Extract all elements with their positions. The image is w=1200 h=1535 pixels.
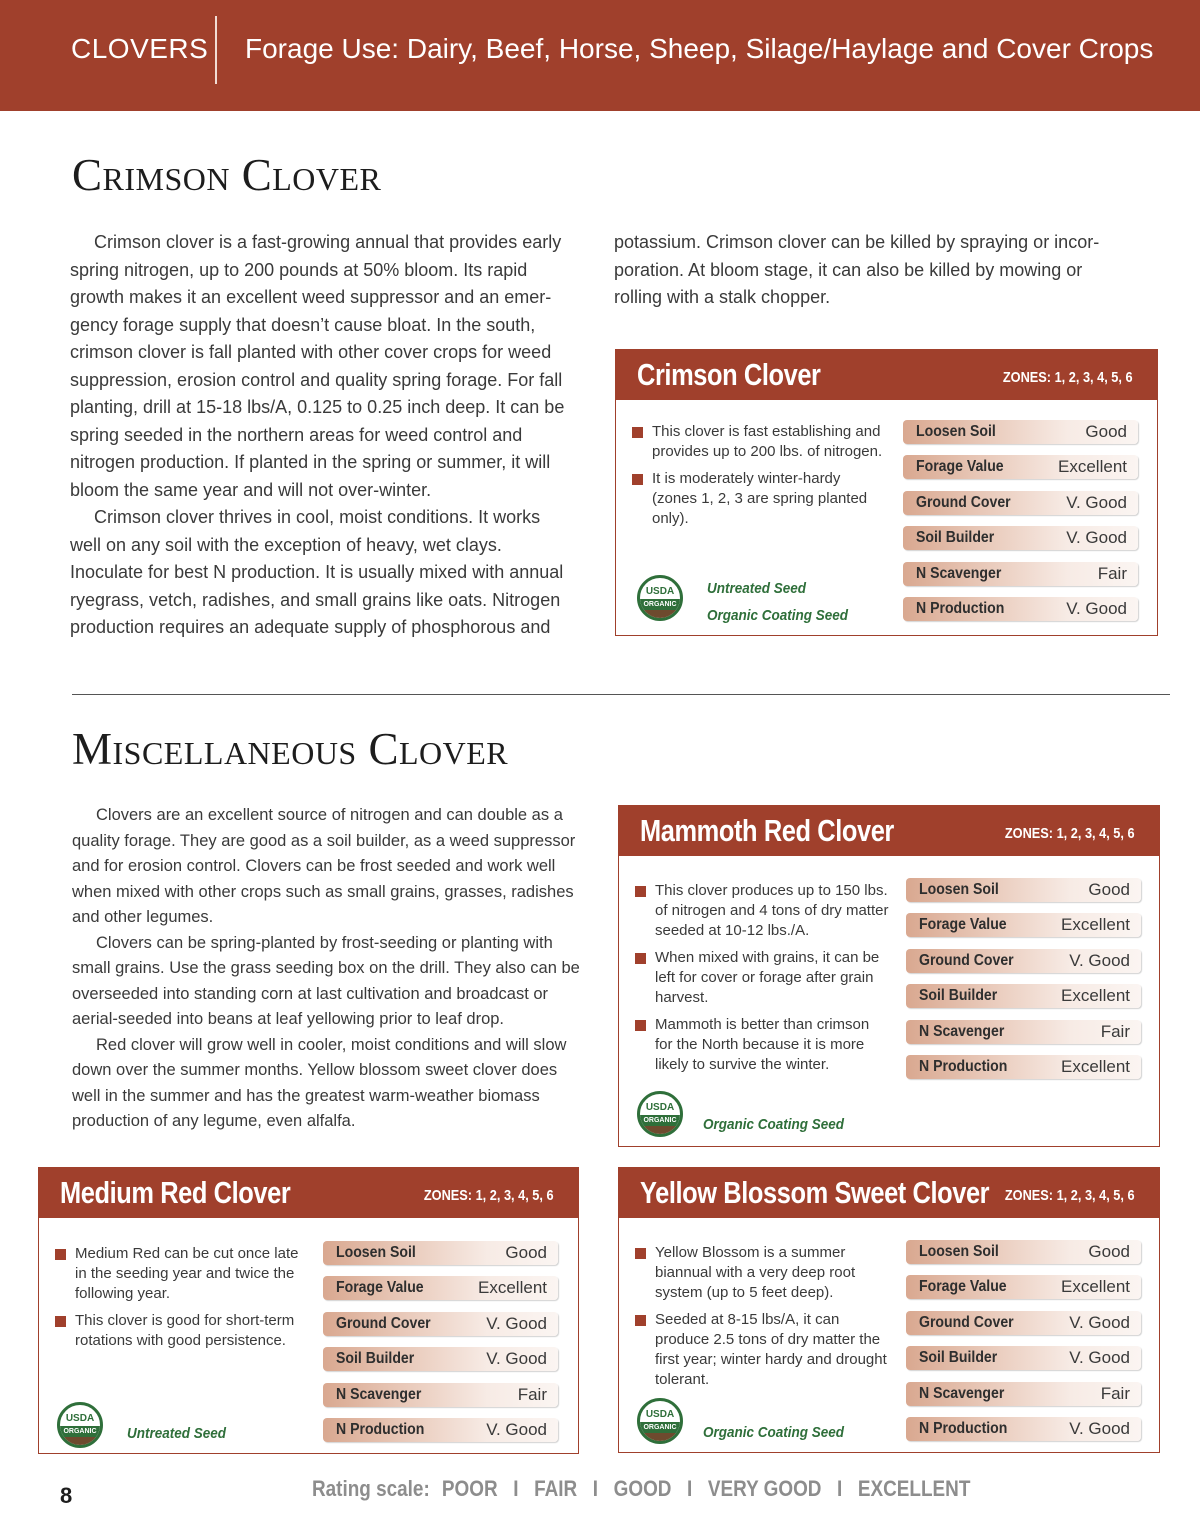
crimson-section-title: Crimson Clover xyxy=(72,150,382,200)
seed-type-untreated: Untreated Seed xyxy=(127,1425,227,1442)
bullet-square-icon xyxy=(632,474,643,485)
bullet-square-icon xyxy=(635,886,646,897)
medium-red-clover-card xyxy=(38,1167,579,1454)
card-zones: ZONES: 1, 2, 3, 4, 5, 6 xyxy=(1003,369,1133,386)
crimson-paragraph: Crimson clover is a fast-growing annual that provides early spring nitrogen, up to 200 pounds at 50% bloom. Its rapid growth makes it an excellent weed suppressor and an emer-gency forage supply that doesn’t cause bloat. In the south, crimson clover is fall planted with other cover crops for weed suppression, erosion control and quality spring forage. For fall planting, drill at 15-18 lbs/A, 0.125 to 0.25 inch deep. It can be spring seeded in the northern areas for weed control and nitrogen production. If planted in the spring or summer, it will bloom the same year and will not over-winter. xyxy=(70,232,565,500)
scale-separator: I xyxy=(837,1476,843,1501)
scale-separator: I xyxy=(592,1476,599,1501)
crimson-body-col2 xyxy=(614,229,1134,312)
rating-row: Ground Cover V. Good xyxy=(903,491,1138,515)
scale-level: EXCELLENT xyxy=(857,1476,971,1501)
scale-level: POOR xyxy=(441,1476,498,1501)
card-bullets xyxy=(635,881,890,1082)
card-zones: ZONES: 1, 2, 3, 4, 5, 6 xyxy=(1005,1187,1135,1204)
bullet-item: Mammoth is better than crimson for the North because it is more likely to survive the winter. xyxy=(635,1015,890,1075)
mammoth-red-clover-card xyxy=(618,805,1160,1147)
rating-row: Forage Value Excellent xyxy=(323,1276,558,1300)
rating-row: Loosen Soil Good xyxy=(906,878,1141,902)
card-bullets xyxy=(635,1243,890,1397)
bullet-item: It is moderately winter-hardy (zones 1, 2, 3 are spring planted only). xyxy=(632,469,887,529)
section-divider xyxy=(72,694,1170,695)
rating-row: N Scavenger Fair xyxy=(906,1020,1141,1044)
rating-scale xyxy=(312,1476,970,1502)
bullet-square-icon xyxy=(55,1316,66,1327)
misc-body xyxy=(72,803,582,1135)
bullet-item: When mixed with grains, it can be left for cover or forage after grain harvest. xyxy=(635,948,890,1008)
rating-row: N Production V. Good xyxy=(903,597,1138,621)
seed-type-organic-coating: Organic Coating Seed xyxy=(703,1116,845,1133)
card-header xyxy=(39,1168,578,1218)
rating-row: N Production V. Good xyxy=(323,1418,558,1442)
card-header xyxy=(616,350,1157,400)
crimson-body-col1 xyxy=(70,229,575,642)
scale-level: FAIR xyxy=(534,1476,578,1501)
forage-use-label: Forage Use: Dairy, Beef, Horse, Sheep, Silage/Haylage and Cover Crops xyxy=(245,33,1154,64)
rating-row: N Production V. Good xyxy=(906,1417,1141,1441)
header-divider xyxy=(215,16,217,84)
card-header xyxy=(619,806,1159,856)
seed-type-organic-coating: Organic Coating Seed xyxy=(703,1424,845,1441)
rating-row: N Production Excellent xyxy=(906,1055,1141,1079)
card-title: Mammoth Red Clover xyxy=(640,813,894,848)
rating-list xyxy=(906,878,1141,1090)
bullet-item: This clover produces up to 150 lbs. of nitrogen and 4 tons of dry matter seeded at 10-12 lbs./A. xyxy=(635,881,890,941)
rating-row: N Scavenger Fair xyxy=(323,1383,558,1407)
category-label: CLOVERS xyxy=(71,33,209,64)
misc-section-title: Miscellaneous Clover xyxy=(72,724,509,774)
usda-organic-seal-icon: USDA ORGANIC xyxy=(637,1091,683,1137)
scale-level: VERY GOOD xyxy=(707,1476,822,1501)
rating-row: Soil Builder V. Good xyxy=(903,526,1138,550)
bullet-item: This clover is fast establishing and provides up to 200 lbs. of nitrogen. xyxy=(632,422,887,462)
bullet-square-icon xyxy=(55,1249,66,1260)
card-zones: ZONES: 1, 2, 3, 4, 5, 6 xyxy=(1005,825,1135,842)
crimson-paragraph: Crimson clover thrives in cool, moist conditions. It works well on any soil with the exception of heavy, wet clays. Inoculate for best N production. It is usually mixed with annual ryegrass, vetch, radishes, and small grains like oats. Nitrogen production requires an adequate supply of phosphorous and xyxy=(70,507,564,637)
bullet-item: This clover is good for short-term rotations with good persistence. xyxy=(55,1311,310,1351)
scale-separator: I xyxy=(513,1476,519,1501)
rating-row: Loosen Soil Good xyxy=(906,1240,1141,1264)
scale-separator: I xyxy=(687,1476,693,1501)
misc-paragraph: Red clover will grow well in cooler, moist conditions and will slow down over the summer months. Yellow blossom sweet clover does well in the summer and has the greatest warm-weather biomass production of any legume, even alfalfa. xyxy=(72,1035,567,1130)
card-zones: ZONES: 1, 2, 3, 4, 5, 6 xyxy=(424,1187,554,1204)
bullet-square-icon xyxy=(635,953,646,964)
rating-row: Ground Cover V. Good xyxy=(323,1312,558,1336)
rating-row: Forage Value Excellent xyxy=(906,1275,1141,1299)
card-title: Crimson Clover xyxy=(637,357,821,392)
rating-row: Ground Cover V. Good xyxy=(906,949,1141,973)
page-header-bar xyxy=(0,0,1200,111)
misc-paragraph: Clovers are an excellent source of nitrogen and can double as a quality forage. They are good as a soil builder, as a weed suppressor and for erosion control. Clovers can be frost seeded and work well when mixed with other crops such as small grains, grasses, radishes and other legumes. xyxy=(72,806,576,926)
card-title: Medium Red Clover xyxy=(60,1175,291,1210)
usda-organic-seal-icon: USDA ORGANIC xyxy=(637,575,683,621)
crimson-clover-card xyxy=(615,349,1158,636)
usda-organic-seal-icon: USDA ORGANIC xyxy=(637,1398,683,1444)
card-title: Yellow Blossom Sweet Clover xyxy=(640,1175,990,1210)
rating-list xyxy=(906,1240,1141,1452)
rating-row: Soil Builder V. Good xyxy=(323,1347,558,1371)
rating-row: Soil Builder Excellent xyxy=(906,984,1141,1008)
scale-level: GOOD xyxy=(613,1476,672,1501)
card-bullets xyxy=(632,422,887,536)
bullet-item: Seeded at 8-15 lbs/A, it can produce 2.5 tons of dry matter the first year; winter hardy and drought tolerant. xyxy=(635,1310,890,1390)
bullet-item: Medium Red can be cut once late in the seeding year and twice the following year. xyxy=(55,1244,310,1304)
rating-row: Soil Builder V. Good xyxy=(906,1346,1141,1370)
bullet-item: Yellow Blossom is a summer biannual with a very deep root system (up to 5 feet deep). xyxy=(635,1243,890,1303)
misc-paragraph: Clovers can be spring-planted by frost-seeding or planting with small grains. Use the grass seeding box on the drill. They also can be overseeded into standing corn at last cultivation and broadcast or aerial-seeded into beans at leaf yellowing prior to leaf drop. xyxy=(72,933,580,1028)
rating-row: Loosen Soil Good xyxy=(323,1241,558,1265)
seed-type-untreated: Untreated Seed xyxy=(707,580,807,597)
usda-organic-seal-icon: USDA ORGANIC xyxy=(57,1402,103,1448)
page-number: 8 xyxy=(60,1483,73,1508)
bullet-square-icon xyxy=(635,1020,646,1031)
rating-row: Forage Value Excellent xyxy=(906,913,1141,937)
card-header xyxy=(619,1168,1159,1218)
bullet-square-icon xyxy=(632,427,643,438)
rating-row: Forage Value Excellent xyxy=(903,455,1138,479)
rating-row: N Scavenger Fair xyxy=(903,562,1138,586)
crimson-paragraph: potassium. Crimson clover can be killed by spraying or incor-poration. At bloom stage, it can also be killed by mowing or rolling with a stalk chopper. xyxy=(614,232,1100,307)
card-bullets xyxy=(55,1244,310,1358)
seed-type-organic-coating: Organic Coating Seed xyxy=(707,607,849,624)
rating-row: Loosen Soil Good xyxy=(903,420,1138,444)
rating-scale-label: Rating scale: xyxy=(312,1476,430,1501)
rating-row: Ground Cover V. Good xyxy=(906,1311,1141,1335)
rating-list xyxy=(323,1241,558,1453)
rating-row: N Scavenger Fair xyxy=(906,1382,1141,1406)
bullet-square-icon xyxy=(635,1248,646,1259)
yellow-blossom-sweet-clover-card xyxy=(618,1167,1160,1453)
bullet-square-icon xyxy=(635,1315,646,1326)
rating-list xyxy=(903,420,1138,632)
